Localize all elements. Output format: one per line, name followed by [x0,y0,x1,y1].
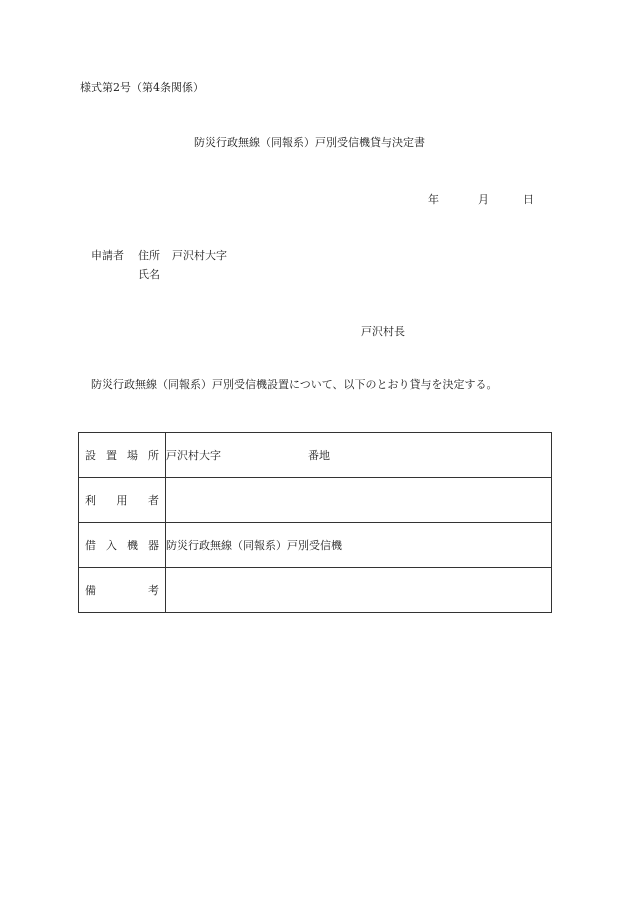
label-char: 考 [148,584,159,597]
issuer-name: 戸沢村長 [361,325,405,338]
table-row [79,568,552,613]
table-row [79,478,552,523]
row-label-equipment [79,523,166,568]
table-row [79,433,552,478]
applicant-label: 申請者 [91,249,124,262]
row-value-equipment: 防災行政無線（同報系）戸別受信機 [166,523,552,568]
row-value-remarks [166,568,552,613]
name-label: 氏名 [138,268,160,281]
table-row [79,523,552,568]
date-day-label: 日 [523,193,534,206]
row-label-remarks [79,568,166,613]
label-char: 利 [85,494,96,507]
label-char: 入 [106,539,117,552]
label-char: 機 [127,539,138,552]
row-value-user [166,478,552,523]
location-value: 戸沢村大字 [166,449,221,462]
row-label-location [79,433,166,478]
decision-statement: 防災行政無線（同報系）戸別受信機設置について、以下のとおり貸与を決定する。 [91,378,498,391]
form-number: 様式第2号（第4条関係） [80,81,204,94]
label-char: 所 [148,449,159,462]
row-value-location [166,433,552,478]
info-table [78,432,552,613]
location-suffix: 番地 [308,449,330,462]
row-label-user [79,478,166,523]
label-char: 器 [148,539,159,552]
label-char: 用 [116,494,128,507]
address-value: 戸沢村大字 [172,249,227,262]
label-char: 者 [148,494,159,507]
address-label: 住所 [138,249,160,262]
document-title: 防災行政無線（同報系）戸別受信機貸与決定書 [194,136,425,149]
label-char: 借 [85,539,96,552]
label-char: 設 [85,449,96,462]
label-char: 場 [127,449,138,462]
label-char: 備 [85,584,96,597]
date-year-label: 年 [428,193,439,206]
date-month-label: 月 [478,193,489,206]
label-char: 置 [106,449,117,462]
